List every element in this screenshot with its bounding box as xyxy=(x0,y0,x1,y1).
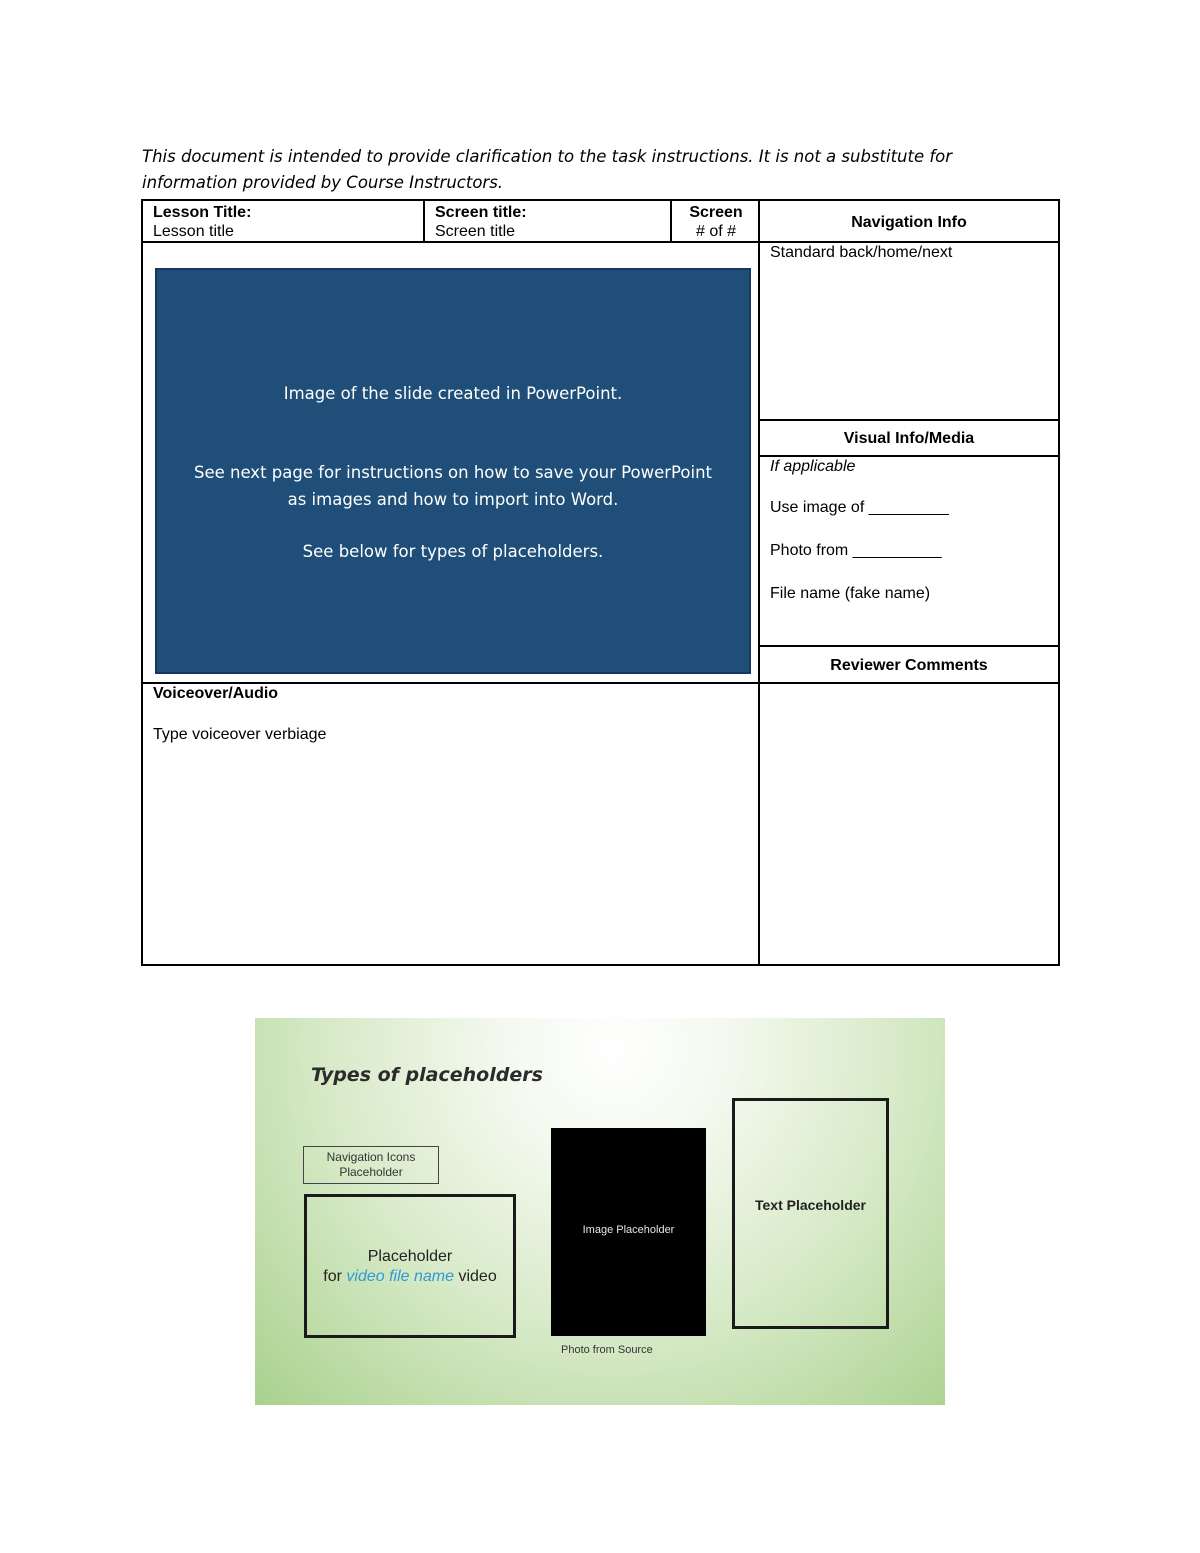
visual-info-header: Visual Info/Media xyxy=(843,430,975,447)
slide-text-3: See below for types of placeholders. xyxy=(302,542,604,561)
voiceover-value: Type voiceover verbiage xyxy=(153,726,327,743)
video-placeholder-line2 xyxy=(307,1267,513,1287)
screen-number-cell xyxy=(670,199,760,243)
lesson-title-cell xyxy=(141,199,425,243)
visual-info-cell xyxy=(758,455,1060,647)
reviewer-comments-header-cell xyxy=(758,645,1060,684)
visual-file-name: File name (fake name) xyxy=(770,585,931,602)
slide-text-1: Image of the slide created in PowerPoint. xyxy=(283,384,623,403)
screen-number-value: # of # xyxy=(695,223,737,240)
video-prefix: for xyxy=(323,1268,342,1285)
visual-applicable: If applicable xyxy=(770,458,856,475)
intro-note xyxy=(142,144,1042,196)
screen-title-cell xyxy=(423,199,672,243)
intro-line-2: information provided by Course Instructors. xyxy=(142,173,504,192)
nav-icons-text-2: Placeholder xyxy=(339,1165,403,1179)
visual-info-header-cell xyxy=(758,419,1060,457)
placeholder-types-slide xyxy=(255,1018,945,1405)
screen-title-label: Screen title: xyxy=(435,204,527,221)
slide-text-2b: as images and how to import into Word. xyxy=(287,490,619,509)
voiceover-header: Voiceover/Audio xyxy=(153,685,279,702)
slide-image-placeholder xyxy=(155,268,751,674)
text-placeholder xyxy=(732,1098,889,1329)
reviewer-comments-header: Reviewer Comments xyxy=(830,657,988,674)
visual-use-image: Use image of _________ xyxy=(770,499,949,516)
voiceover-cell xyxy=(141,682,760,966)
video-placeholder xyxy=(304,1194,516,1338)
screen-title-value: Screen title xyxy=(435,223,516,240)
navigation-header-cell xyxy=(758,199,1060,243)
nav-icons-text-1: Navigation Icons xyxy=(326,1150,416,1164)
navigation-info-cell xyxy=(758,241,1060,421)
lesson-title-label: Lesson Title: xyxy=(153,204,252,221)
slide-text-2a: See next page for instructions on how to save your PowerPoint xyxy=(193,463,713,482)
text-placeholder-text: Text Placeholder xyxy=(754,1197,866,1213)
screen-label: Screen xyxy=(689,204,743,221)
placeholder-slide-title: Types of placeholders xyxy=(311,1064,543,1086)
navigation-icons-placeholder xyxy=(303,1146,439,1184)
navigation-value: Standard back/home/next xyxy=(770,244,953,261)
visual-photo-from: Photo from __________ xyxy=(770,542,942,559)
video-placeholder-text: Placeholder xyxy=(367,1248,453,1265)
image-placeholder-text: Image Placeholder xyxy=(582,1224,675,1236)
lesson-title-value: Lesson title xyxy=(153,223,234,240)
image-placeholder xyxy=(551,1128,706,1336)
intro-line-1: This document is intended to provide clarification to the task instructions. It is not a substitute for xyxy=(142,147,953,166)
navigation-header: Navigation Info xyxy=(851,214,967,231)
reviewer-comments-cell xyxy=(758,682,1060,966)
video-suffix: video xyxy=(458,1268,497,1285)
video-file-name-highlight: video file name xyxy=(346,1268,455,1285)
image-caption: Photo from Source xyxy=(561,1344,653,1356)
